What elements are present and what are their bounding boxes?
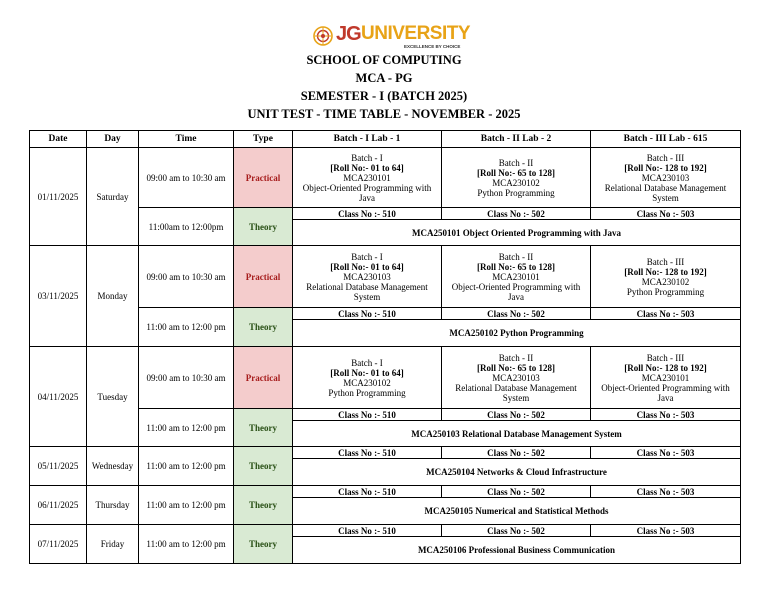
date-cell: 04/11/2025 — [30, 347, 87, 447]
class-no-cell: Class No :- 502 — [442, 447, 591, 459]
university-logo — [312, 22, 471, 52]
col-header-batch-2: Batch - II Lab - 2 — [442, 131, 591, 148]
table-row — [30, 486, 741, 498]
class-no-cell: Class No :- 503 — [591, 486, 741, 498]
page-title: UNIT TEST - TIME TABLE - NOVEMBER - 2025 — [247, 107, 521, 121]
type-theory-badge: Theory — [234, 525, 293, 564]
timetable — [29, 130, 741, 564]
theory-subject-cell: MCA250106 Professional Business Communication — [293, 537, 741, 564]
class-no-cell: Class No :- 503 — [591, 525, 741, 537]
class-no-cell: Class No :- 502 — [442, 486, 591, 498]
type-theory-badge: Theory — [234, 486, 293, 525]
time-cell: 11:00am to 12:00pm — [139, 208, 234, 246]
batch-cell: Batch - I [Roll No:- 01 to 64] MCA230102 Python Programming — [293, 347, 442, 409]
batch-cell: Batch - II [Roll No:- 65 to 128] MCA230103 Relational Database Management System — [442, 347, 591, 409]
type-practical-badge: Practical — [234, 246, 293, 308]
time-cell: 11:00 am to 12:00 pm — [139, 525, 234, 564]
day-cell: Saturday — [87, 148, 139, 246]
col-header-time: Time — [139, 131, 234, 148]
theory-subject-cell: MCA250104 Networks & Cloud Infrastructure — [293, 459, 741, 486]
school-name: SCHOOL OF COMPUTING — [306, 53, 462, 67]
header-row — [30, 131, 741, 148]
col-header-type: Type — [234, 131, 293, 148]
theory-subject-cell: MCA250101 Object Oriented Programming with Java — [293, 220, 741, 246]
date-cell: 06/11/2025 — [30, 486, 87, 525]
class-no-cell: Class No :- 502 — [442, 308, 591, 320]
class-no-cell: Class No :- 503 — [591, 447, 741, 459]
table-row — [30, 148, 741, 208]
logo-brand-jg: JG — [336, 23, 361, 45]
class-no-cell: Class No :- 510 — [293, 486, 442, 498]
logo-brand-university: UNIVERSITY — [361, 23, 471, 44]
day-cell: Friday — [87, 525, 139, 564]
day-cell: Tuesday — [87, 347, 139, 447]
class-no-cell: Class No :- 502 — [442, 525, 591, 537]
theory-subject-cell: MCA250102 Python Programming — [293, 320, 741, 347]
batch-cell: Batch - II [Roll No:- 65 to 128] MCA230102 Python Programming — [442, 148, 591, 208]
class-no-cell: Class No :- 510 — [293, 208, 442, 220]
time-cell: 11:00 am to 12:00 pm — [139, 447, 234, 486]
col-header-batch-3: Batch - III Lab - 615 — [591, 131, 741, 148]
type-theory-badge: Theory — [234, 409, 293, 447]
program-name: MCA - PG — [355, 71, 413, 85]
logo-tagline: EXCELLENCE BY CHOICE — [404, 44, 461, 49]
day-cell: Monday — [87, 246, 139, 347]
type-theory-badge: Theory — [234, 308, 293, 347]
date-cell: 05/11/2025 — [30, 447, 87, 486]
table-row — [30, 525, 741, 537]
time-cell: 09:00 am to 10:30 am — [139, 246, 234, 308]
class-no-cell: Class No :- 510 — [293, 308, 442, 320]
table-row — [30, 447, 741, 459]
class-no-cell: Class No :- 502 — [442, 208, 591, 220]
time-cell: 11:00 am to 12:00 pm — [139, 486, 234, 525]
batch-cell: Batch - I [Roll No:- 01 to 64] MCA230103 Relational Database Management System — [293, 246, 442, 308]
class-no-cell: Class No :- 503 — [591, 409, 741, 421]
time-cell: 11:00 am to 12:00 pm — [139, 308, 234, 347]
col-header-date: Date — [30, 131, 87, 148]
semester-title: SEMESTER - I (BATCH 2025) — [300, 89, 468, 103]
table-row — [30, 347, 741, 409]
class-no-cell: Class No :- 510 — [293, 409, 442, 421]
theory-subject-cell: MCA250103 Relational Database Management System — [293, 421, 741, 447]
time-cell: 09:00 am to 10:30 am — [139, 347, 234, 409]
col-header-day: Day — [87, 131, 139, 148]
type-practical-badge: Practical — [234, 148, 293, 208]
class-no-cell: Class No :- 503 — [591, 308, 741, 320]
batch-cell: Batch - II [Roll No:- 65 to 128] MCA230101 Object-Oriented Programming with Java — [442, 246, 591, 308]
batch-cell: Batch - III [Roll No:- 128 to 192] MCA230101 Object-Oriented Programming with Java — [591, 347, 741, 409]
type-theory-badge: Theory — [234, 208, 293, 246]
time-cell: 09:00 am to 10:30 am — [139, 148, 234, 208]
class-no-cell: Class No :- 510 — [293, 447, 442, 459]
date-cell: 07/11/2025 — [30, 525, 87, 564]
logo-emblem-icon — [312, 24, 334, 48]
col-header-batch-1: Batch - I Lab - 1 — [293, 131, 442, 148]
date-cell: 03/11/2025 — [30, 246, 87, 347]
table-row — [30, 246, 741, 308]
day-cell: Wednesday — [87, 447, 139, 486]
type-practical-badge: Practical — [234, 347, 293, 409]
time-cell: 11:00 am to 12:00 pm — [139, 409, 234, 447]
batch-cell: Batch - III [Roll No:- 128 to 192] MCA230102 Python Programming — [591, 246, 741, 308]
day-cell: Thursday — [87, 486, 139, 525]
class-no-cell: Class No :- 503 — [591, 208, 741, 220]
theory-subject-cell: MCA250105 Numerical and Statistical Methods — [293, 498, 741, 525]
class-no-cell: Class No :- 502 — [442, 409, 591, 421]
type-theory-badge: Theory — [234, 447, 293, 486]
class-no-cell: Class No :- 510 — [293, 525, 442, 537]
date-cell: 01/11/2025 — [30, 148, 87, 246]
batch-cell: Batch - I [Roll No:- 01 to 64] MCA230101 Object-Oriented Programming with Java — [293, 148, 442, 208]
batch-cell: Batch - III [Roll No:- 128 to 192] MCA230103 Relational Database Management System — [591, 148, 741, 208]
